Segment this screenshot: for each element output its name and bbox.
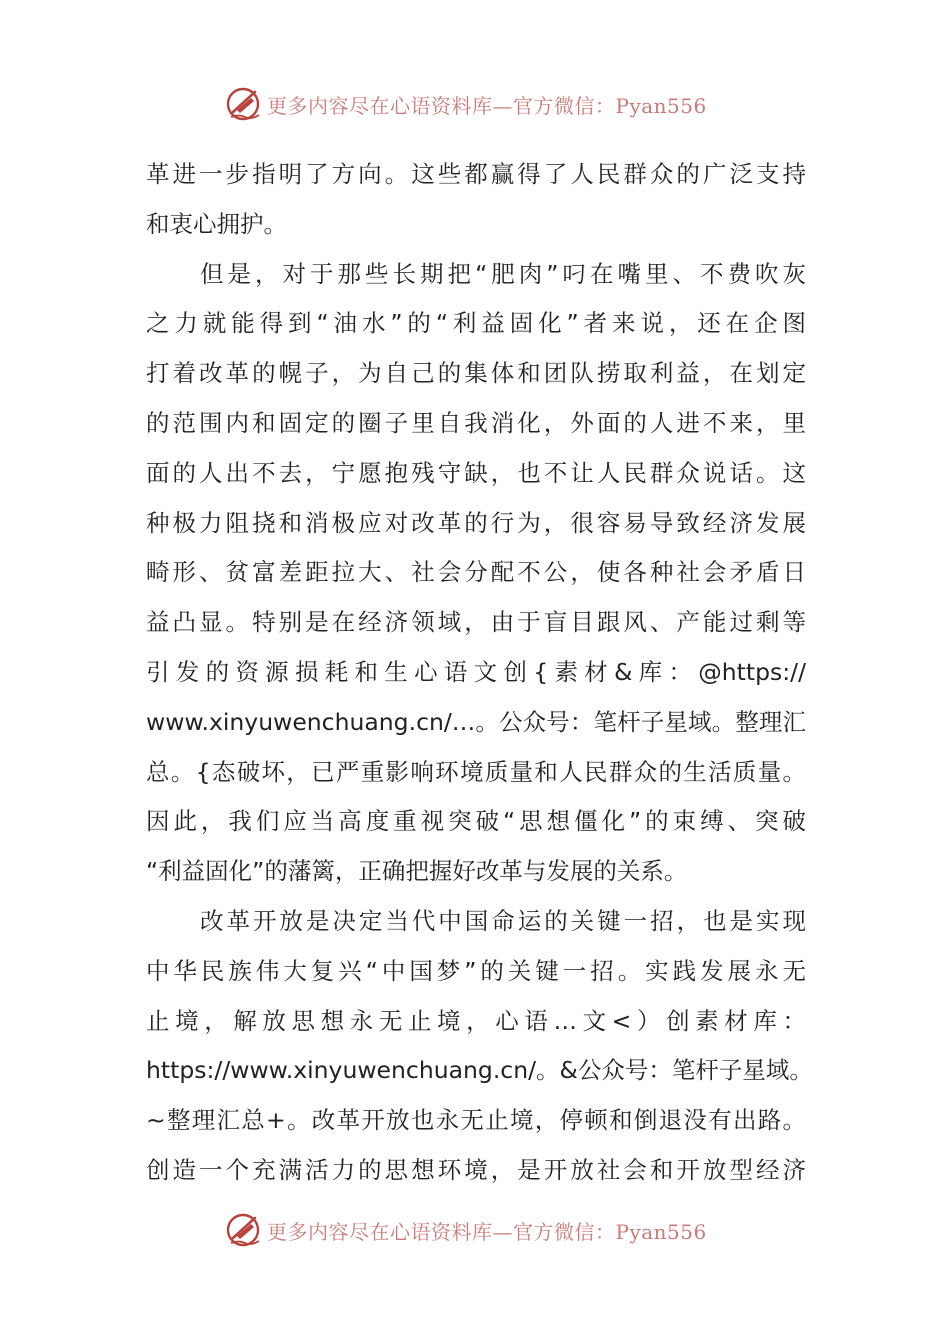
text-line: 止境，解放思想永无止境，心语…文<）创素材库： [146,1006,806,1035]
text-line: 因此，我们应当高度重视突破“思想僵化”的束缚、突破 [146,807,806,836]
text-line: 总。{态破坏，已严重影响环境质量和人民群众的生活质量。 [146,757,806,786]
text-line: “利益固化”的藩篱，正确把握好改革与发展的关系。 [146,857,688,886]
pen-seal-icon [225,1210,265,1250]
text-line: 创造一个充满活力的思想环境，是开放社会和开放型经济 [146,1155,806,1184]
text-line: 革进一步指明了方向。这些都赢得了人民群众的广泛支持 [146,160,806,188]
text-line: 益凸显。特别是在经济领域，由于盲目跟风、产能过剩等 [146,608,806,637]
header-banner [225,82,725,126]
text-line: 但是，对于那些长期把“肥肉”叼在嘴里、不费吹灰 [200,259,806,288]
footer-banner-text: 更多内容尽在心语资料库—官方微信：Pyan556 [267,1219,707,1244]
text-line: 的范围内和固定的圈子里自我消化，外面的人进不来，里 [146,408,806,437]
text-line: 和衷心拥护。 [146,209,287,238]
text-line: www.xinyuwenchuang.cn/…。公众号：笔杆子星域。整理汇 [146,707,806,736]
text-line: 中华民族伟大复兴“中国梦”的关键一招。实践发展永无 [146,956,806,985]
text-line: ~整理汇总+。改革开放也永无止境，停顿和倒退没有出路。 [146,1106,806,1135]
text-line: https://www.xinyuwenchuang.cn/。&公众号：笔杆子星域。 [146,1056,813,1085]
pen-seal-icon [225,84,265,124]
text-line: 面的人出不去，宁愿抱残守缺，也不让人民群众说话。这 [146,458,806,487]
article-body [146,150,813,1196]
header-banner-text: 更多内容尽在心语资料库—官方微信：Pyan556 [267,93,707,118]
text-line: 畸形、贫富差距拉大、社会分配不公，使各种社会矛盾日 [146,558,806,587]
text-line: 引发的资源损耗和生心语文创{素材&库：@https:// [146,657,806,686]
footer-banner [225,1208,725,1252]
text-line: 之力就能得到“油水”的“利益固化”者来说，还在企图 [146,309,806,338]
text-line: 种极力阻挠和消极应对改革的行为，很容易导致经济发展 [146,508,806,537]
text-line: 改革开放是决定当代中国命运的关键一招，也是实现 [200,906,806,935]
text-line: 打着改革的幌子，为自己的集体和团队捞取利益，在划定 [146,359,806,388]
